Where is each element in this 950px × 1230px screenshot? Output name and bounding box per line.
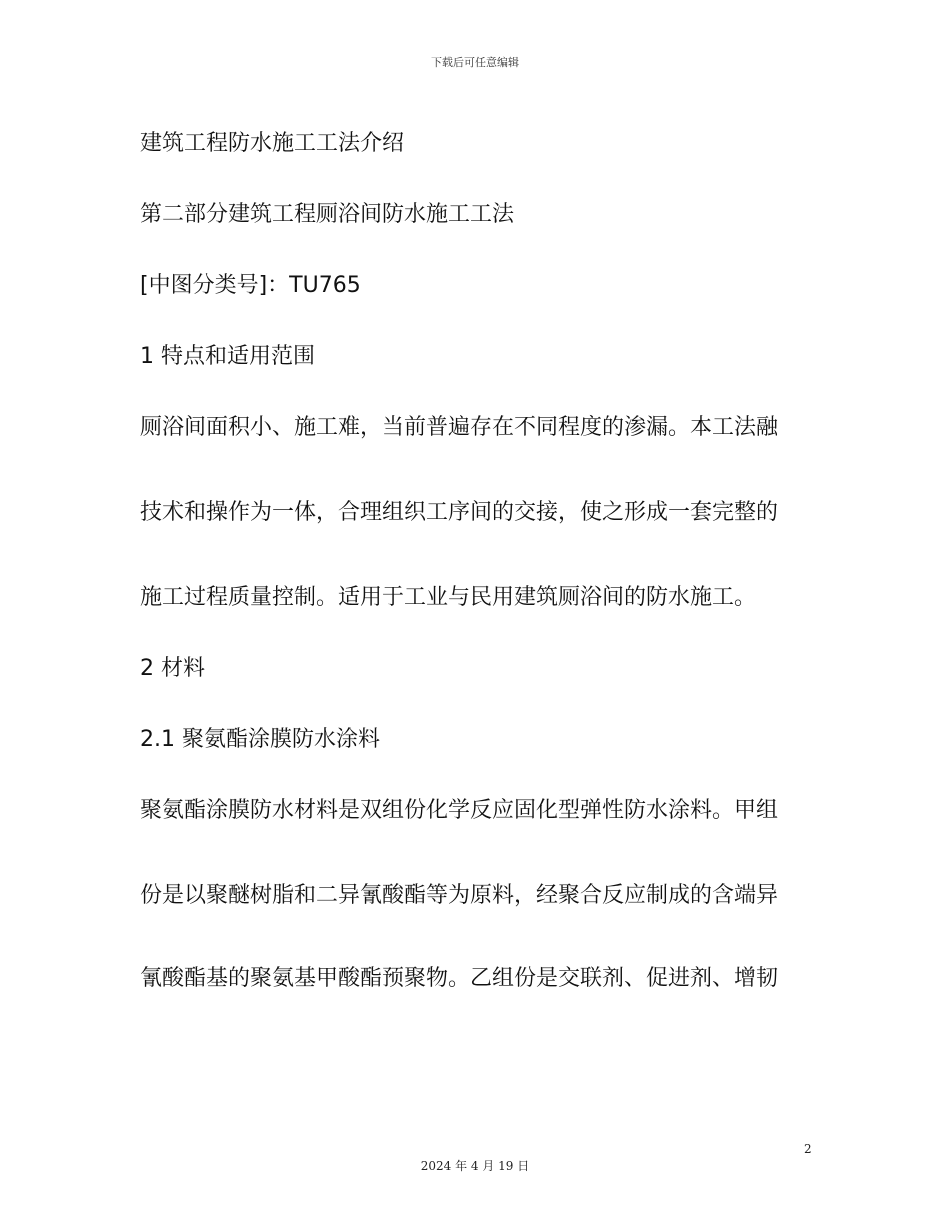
footer-date: 2024 年 4 月 19 日	[420, 1159, 530, 1173]
paragraph-line: 技术和操作为一体，合理组织工序间的交接，使之形成一套完整的	[140, 500, 779, 525]
heading-2: 2 材料	[140, 656, 205, 681]
paragraph-line: 厕浴间面积小、施工难，当前普遍存在不同程度的渗漏。本工法融	[140, 415, 779, 440]
heading-1: 1 特点和适用范围	[140, 344, 315, 369]
document-title: 建筑工程防水施工工法介绍	[140, 131, 405, 156]
page-header: 下载后可任意编辑	[431, 56, 519, 69]
heading-2-1: 2.1 聚氨酯涂膜防水涂料	[140, 727, 380, 752]
page-number: 2	[804, 1142, 812, 1156]
classification-number: [中图分类号]：TU765	[140, 273, 361, 298]
paragraph-line: 施工过程质量控制。适用于工业与民用建筑厕浴间的防水施工。	[140, 585, 757, 610]
paragraph-line: 氰酸酯基的聚氨基甲酸酯预聚物。乙组份是交联剂、促进剂、增韧	[140, 966, 779, 991]
paragraph-line: 聚氨酯涂膜防水材料是双组份化学反应固化型弹性防水涂料。甲组	[140, 798, 779, 823]
paragraph-line: 份是以聚醚树脂和二异氰酸酯等为原料，经聚合反应制成的含端异	[140, 883, 779, 908]
section-title: 第二部分建筑工程厕浴间防水施工工法	[140, 202, 515, 227]
